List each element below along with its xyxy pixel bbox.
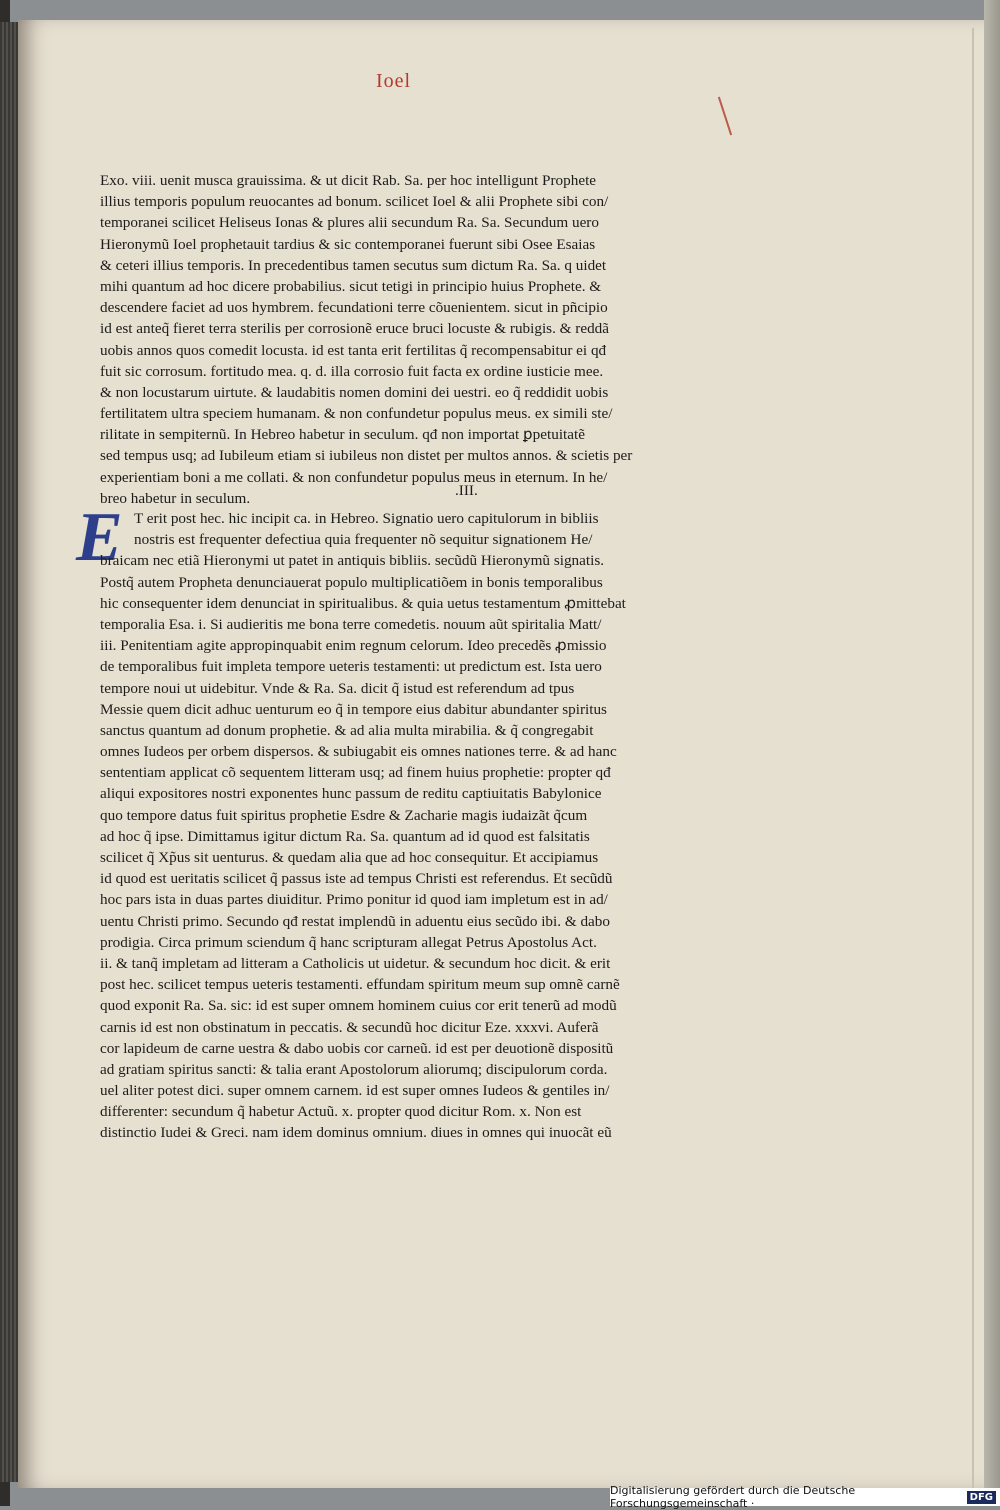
text-line: ii. & tanq̃ impletam ad litteram a Catholicis ut uidetur. & secundum hoc dicit. & erit bbox=[100, 954, 611, 972]
text-line: uentu Christi primo. Secundo qđ restat implendũ in aduentu eius secũdo ibi. & dabo bbox=[100, 912, 610, 930]
text-line: de temporalibus fuit impleta tempore ueteris testamenti: ut predictum est. Ista uero bbox=[100, 658, 602, 676]
text-line: hoc pars ista in duas partes diuiditur. Primo ponitur id quod iam impletum est in ad/ bbox=[100, 891, 608, 909]
text-line: & non locustarum uirtute. & laudabitis nomen domini dei uestri. eo q̃ reddidit uobis bbox=[100, 383, 609, 401]
text-block-after bbox=[100, 508, 740, 1144]
text-line: post hec. scilicet tempus ueteris testamenti. effundam spiritum meum sup omnẽ carnẽ bbox=[100, 976, 620, 994]
text-line: temporalia Esa. i. Si audieritis me bona terre comedetis. nouum aũt spiritalia Matt/ bbox=[100, 615, 602, 633]
text-line: quod exponit Ra. Sa. sic: id est super omnem hominem cuius cor erit tenerũ ad modũ bbox=[100, 997, 617, 1015]
running-head: Ioel bbox=[376, 70, 412, 92]
text-line: differenter: secundum q̃ habetur Actuũ. x. propter quod dicitur Rom. x. Non est bbox=[100, 1103, 582, 1121]
text-line: descendere faciet ad uos hymbrem. fecundationi terre cõuenientem. sicut in pñcipio bbox=[100, 299, 608, 317]
text-line: rilitate in sempiternũ. In Hebreo habetur in seculum. qđ non importat ꝑpetuitatẽ bbox=[100, 426, 585, 444]
text-line: sanctus quantum ad donum prophetie. & ad alia multa mirabilia. & q̃ congregabit bbox=[100, 721, 594, 739]
text-line: cor lapideum de carne uestra & dabo uobis cor carneũ. id est per deuotionẽ dispositũ bbox=[100, 1039, 614, 1057]
text-line: aliqui expositores nostri exponentes hunc passum de reditu captiuitatis Babylonice bbox=[100, 785, 602, 803]
text-line: scilicet q̃ Xp̃us sit uenturus. & quedam alia que ad hoc consequitur. Et accipiamus bbox=[100, 849, 599, 866]
text-line: tempore noui ut uidebitur. Vnde & Ra. Sa. dicit q̃ istud est referendum ad tpus bbox=[100, 679, 575, 697]
text-line: fertilitatem ultra speciem humanam. & non confundetur populus meus. ex simili ste/ bbox=[100, 405, 613, 423]
text-line: illius temporis populum reuocantes ad bonum. scilicet Ioel & alii Prophete sibi con/ bbox=[100, 193, 609, 211]
text-line: Messie quem dicit adhuc uenturum eo q̃ in tempore eius dabitur abundanter spiritus bbox=[100, 700, 607, 718]
footer-text: Digitalisierung gefördert durch die Deutsche Forschungsgemeinschaft · bbox=[610, 1484, 856, 1510]
text-line: fuit sic corrosum. fortitudo mea. q. d. illa corrosio fuit facta ex ordine iusticie mee. bbox=[100, 362, 604, 380]
text-line: nostris est frequenter defectiua quia frequenter nõ sequitur signationem He/ bbox=[134, 531, 593, 549]
illuminated-initial: E bbox=[76, 499, 123, 576]
right-page-edge bbox=[984, 0, 1000, 1492]
text-line: iii. Penitentiam agite appropinquabit enim regnum celorum. Ideo precedẽs ꝓmissio bbox=[100, 637, 607, 655]
text-line: sententiam applicat cõ sequentem litteram usq; ad finem huius prophetie: propter qđ bbox=[100, 764, 611, 782]
text-line: ad hoc q̃ ipse. Dimittamus igitur dictum Ra. Sa. quantum ad id quod est falsitatis bbox=[100, 827, 590, 845]
text-line: experientiam boni a me collati. & non confundetur populus meus in eternum. In he/ bbox=[100, 468, 608, 486]
text-line: id quod est ueritatis scilicet q̃ passus iste ad tempus Christi est referendus. Et secũdũ bbox=[100, 870, 613, 888]
text-line: uobis annos quos comedit locusta. id est tanta erit fertilitas q̃ recompensabitur ei qđ bbox=[100, 341, 607, 359]
text-line: sed tempus usq; ad Iubileum etiam si iubileus non distet per multos annos. & scietis per bbox=[100, 447, 633, 465]
text-block-before bbox=[100, 170, 740, 509]
text-line: temporanei scilicet Heliseus Ionas & plures alii secundum Ra. Sa. Secundum uero bbox=[100, 214, 599, 232]
text-line: prodigia. Circa primum sciendum q̃ hanc scripturam allegat Petrus Apostolus Act. bbox=[100, 933, 597, 951]
text-line: breo habetur in seculum. bbox=[100, 489, 251, 507]
digitization-footer bbox=[610, 1484, 1000, 1510]
text-line: quo tempore datus fuit spiritus prophetie Esdre & Zacharie magis iudaizãt q̃cum bbox=[100, 806, 588, 824]
text-line: Hieronymũ Ioel prophetauit tardius & sic contemporanei fuerunt sibi Osee Esaias bbox=[100, 235, 596, 253]
text-line: braicam nec etiã Hieronymi ut patet in antiquis bibliis. secũdũ Hieronymũ signatis. bbox=[100, 552, 605, 570]
page-fold-line bbox=[972, 28, 974, 1488]
text-line: omnes Iudeos per orbem dispersos. & subiugabit eis omnes nationes terre. & ad hanc bbox=[100, 743, 617, 761]
text-line: ad gratiam spiritus sancti: & talia erant Apostolorum aliorumq; discipulorum corda. bbox=[100, 1060, 608, 1078]
chapter-number: .III. bbox=[455, 482, 478, 499]
text-line: Exo. viii. uenit musca grauissima. & ut dicit Rab. Sa. per hoc intelligunt Prophete bbox=[100, 172, 597, 189]
text-line: Postq̃ autem Propheta denunciauerat populo multiplicatiõem in bonis temporalibus bbox=[100, 573, 603, 591]
text-line: mihi quantum ad hoc dicere probabilius. sicut tetigi in principio huius Prophete. & bbox=[100, 277, 602, 295]
text-line: T erit post hec. hic incipit ca. in Hebreo. Signatio uero capitulorum in bibliis bbox=[134, 510, 599, 527]
text-line: id est anteq̃ fieret terra sterilis per corrosionẽ eruce bruci locuste & rubigis. & reddã bbox=[100, 320, 610, 338]
text-line: hic consequenter idem denunciat in spiritualibus. & quia uetus testamentum ꝓmittebat bbox=[100, 594, 626, 612]
dfg-logo: DFG bbox=[967, 1491, 996, 1504]
text-line: & ceteri illius temporis. In precedentibus tamen secutus sum dictum Ra. Sa. q uidet bbox=[100, 256, 607, 274]
text-line: distinctio Iudei & Greci. nam idem dominus omnium. diues in omnes qui inuocãt eũ bbox=[100, 1124, 612, 1142]
text-line: uel aliter potest dici. super omnem carnem. id est super omnes Iudeos & gentiles in/ bbox=[100, 1082, 610, 1100]
text-line: carnis id est non obstinatum in peccatis. & secundũ hoc dicitur Eze. xxxvi. Auferã bbox=[100, 1018, 599, 1036]
